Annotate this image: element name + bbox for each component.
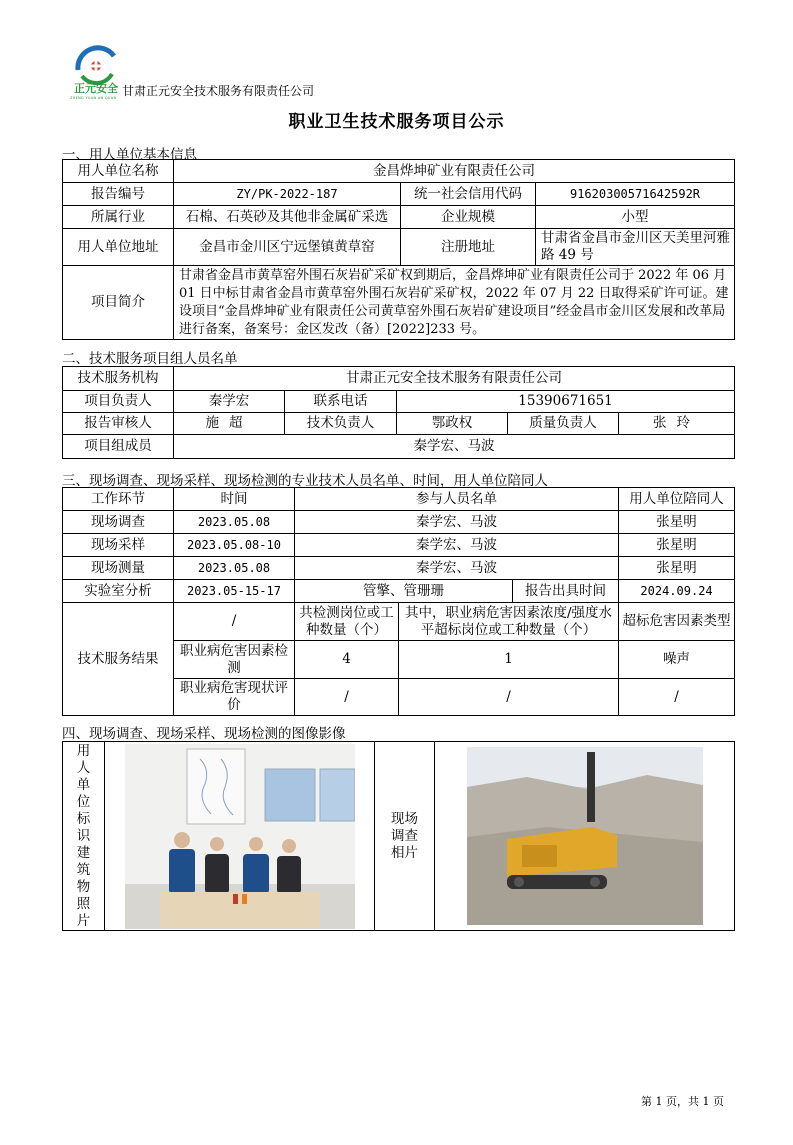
section3-heading: 三、现场调查、现场采样、现场检测的专业技术人员名单、时间，用人单位陪同人 — [62, 473, 548, 489]
photos-table — [62, 741, 735, 931]
summary-label: 项目简介 — [63, 266, 174, 340]
industry: 石棉、石英砂及其他非金属矿采选 — [174, 206, 401, 229]
detect-count: 4 — [295, 641, 399, 679]
results-label: 技术服务结果 — [63, 603, 174, 716]
col-time: 时间 — [174, 488, 295, 511]
report-date: 2024.09.24 — [619, 580, 735, 603]
time-cell: 2023.05.08 — [174, 511, 295, 534]
members-label: 项目组成员 — [63, 435, 174, 459]
svg-text:正元安全: 正元安全 — [74, 82, 118, 95]
time-cell: 2023.05.08 — [174, 557, 295, 580]
people-cell: 秦学宏、马波 — [295, 557, 619, 580]
col-escort: 用人单位陪同人 — [619, 488, 735, 511]
lab-people: 管擎、管珊珊 — [295, 580, 513, 603]
building-photo — [125, 744, 355, 929]
escort-cell: 张星明 — [619, 534, 735, 557]
eval-label: 职业病危害现状评价 — [174, 679, 295, 716]
detect-exceed: 1 — [399, 641, 619, 679]
section4-heading: 四、现场调查、现场采样、现场检测的图像影像 — [62, 726, 346, 742]
results-col1: 共检测岗位或工种数量（个） — [295, 603, 399, 641]
report-no-label: 报告编号 — [63, 183, 174, 206]
reviewer-label: 报告审核人 — [63, 413, 174, 435]
col-stage: 工作环节 — [63, 488, 174, 511]
basic-info-table — [62, 159, 735, 340]
scale: 小型 — [536, 206, 735, 229]
col-people: 参与人员名单 — [295, 488, 619, 511]
detect-label: 职业病危害因素检测 — [174, 641, 295, 679]
team-table — [62, 366, 735, 459]
table-row — [63, 511, 735, 534]
reg-address-label: 注册地址 — [401, 229, 536, 266]
table-row — [63, 534, 735, 557]
phone-label: 联系电话 — [285, 391, 397, 413]
tech-lead: 鄂政权 — [397, 413, 508, 435]
section2-heading: 二、技术服务项目组人员名单 — [62, 351, 238, 367]
service-org: 甘肃正元安全技术服务有限责任公司 — [174, 367, 735, 391]
project-leader: 秦学宏 — [174, 391, 285, 413]
photo2-cell — [435, 742, 735, 931]
credit-code: 91620300571642592R — [536, 183, 735, 206]
logo-subtitle: ZHENG YUAN AN QUAN — [70, 96, 117, 100]
detect-type: 噪声 — [619, 641, 735, 679]
address-label: 用人单位地址 — [63, 229, 174, 266]
time-cell: 2023.05.08-10 — [174, 534, 295, 557]
section1-heading: 一、用人单位基本信息 — [62, 147, 197, 163]
team-members: 秦学宏、马波 — [174, 435, 735, 459]
contact-phone: 15390671651 — [397, 391, 735, 413]
industry-label: 所属行业 — [63, 206, 174, 229]
project-summary: 甘肃省金昌市黄草窑外围石灰岩矿采矿权到期后，金昌烨坤矿业有限责任公司于 2022 年 06 月 01 日中标甘肃省金昌市黄草窑外围石灰岩矿采矿权，2022 年 07 月 22 日取得采矿许可证。建设项目“金昌烨坤矿业有限责任公司黄草窑外围石灰岩矿建设项目”经金昌市金川区发展和改革局进行备案，备案号：金区发改（备）[2022]233 号。 — [174, 266, 735, 340]
report-date-label: 报告出具时间 — [513, 580, 619, 603]
company-logo — [68, 40, 124, 96]
unit-name: 金昌烨坤矿业有限责任公司 — [174, 160, 735, 183]
eval-exceed: / — [399, 679, 619, 716]
qa-lead: 张玲 — [619, 413, 735, 435]
photo1-label: 用人单位标识建筑物照片 — [63, 742, 105, 931]
org-label: 技术服务机构 — [63, 367, 174, 391]
unit-name-label: 用人单位名称 — [63, 160, 174, 183]
escort-cell: 张星明 — [619, 557, 735, 580]
leader-label: 项目负责人 — [63, 391, 174, 413]
report-no: ZY/PK-2022-187 — [174, 183, 401, 206]
photo2-label: 现场调查相片 — [375, 742, 435, 931]
credit-code-label: 统一社会信用代码 — [401, 183, 536, 206]
letterhead — [68, 40, 468, 100]
tech-lead-label: 技术负责人 — [285, 413, 397, 435]
people-cell: 秦学宏、马波 — [295, 511, 619, 534]
table-row — [63, 557, 735, 580]
report-reviewer: 施超 — [174, 413, 285, 435]
results-col2: 其中，职业病危害因素浓度/强度水平超标岗位或工种数量（个） — [399, 603, 619, 641]
scale-label: 企业规模 — [401, 206, 536, 229]
eval-count: / — [295, 679, 399, 716]
site-photo — [467, 747, 703, 925]
stage-cell: 现场测量 — [63, 557, 174, 580]
results-col3: 超标危害因素类型 — [619, 603, 735, 641]
fieldwork-table — [62, 487, 735, 716]
people-cell: 秦学宏、马波 — [295, 534, 619, 557]
letterhead-company: 甘肃正元安全技术服务有限责任公司 — [122, 84, 315, 98]
results-slash: / — [174, 603, 295, 641]
page-title: 职业卫生技术服务项目公示 — [288, 112, 505, 132]
qa-lead-label: 质量负责人 — [508, 413, 619, 435]
address: 金昌市金川区宁远堡镇黄草窑 — [174, 229, 401, 266]
escort-cell: 张星明 — [619, 511, 735, 534]
stage-cell: 现场采样 — [63, 534, 174, 557]
lab-stage: 实验室分析 — [63, 580, 174, 603]
lab-time: 2023.05-15-17 — [174, 580, 295, 603]
reg-address: 甘肃省金昌市金川区天美里河雅路 49 号 — [536, 229, 735, 266]
eval-type: / — [619, 679, 735, 716]
photo1-cell — [105, 742, 375, 931]
page-footer: 第 1 页，共 1 页 — [641, 1095, 724, 1108]
stage-cell: 现场调查 — [63, 511, 174, 534]
